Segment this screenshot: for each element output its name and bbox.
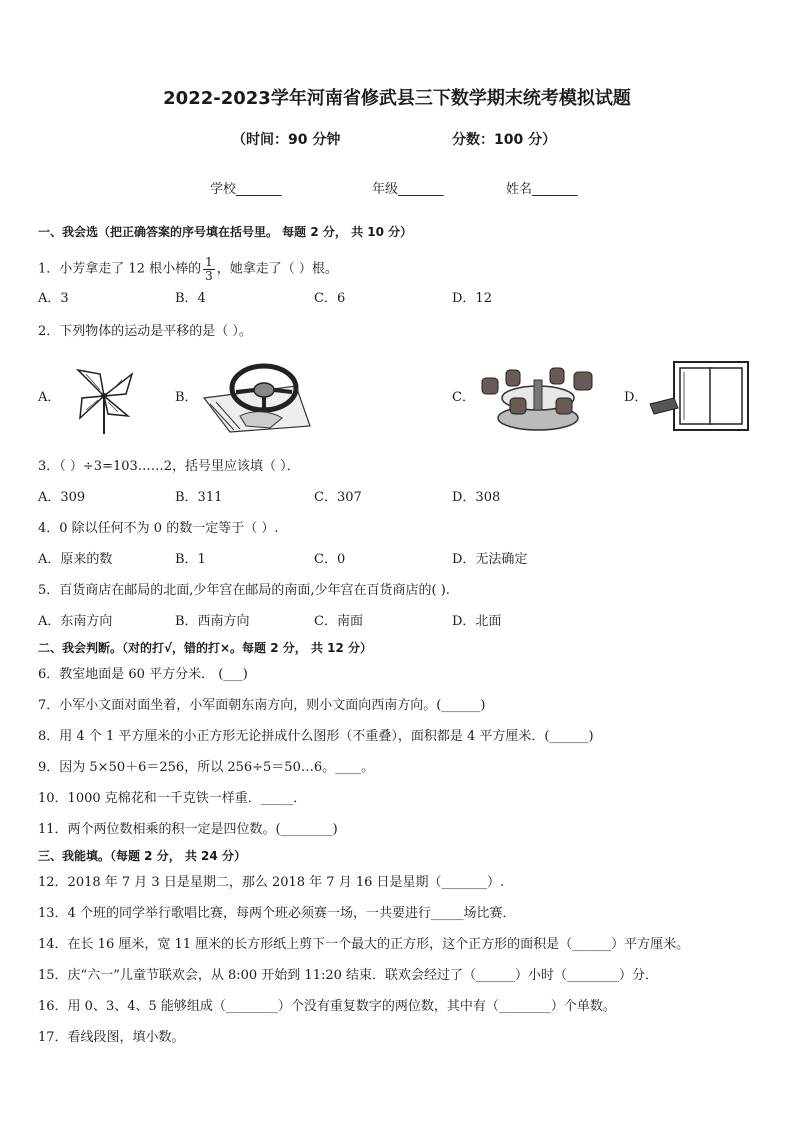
q1-fraction-denominator: 3	[205, 268, 213, 283]
section2-title: 二、我会判断。（对的打√，错的打×。每题 2 分， 共 12 分）	[38, 641, 372, 655]
question-1	[38, 256, 338, 282]
q1-option-c: C．6	[314, 291, 346, 306]
q2-label-b: B．	[175, 390, 198, 405]
q3-option-a: A．309	[38, 490, 86, 505]
q1-text-post: ，她拿走了（ ）根。	[216, 261, 338, 277]
question-10: 10．1000 克棉花和一千克铁一样重．_____．	[38, 791, 307, 806]
question-9: 9．因为 5×50＋6＝256，所以 256÷5＝50…6。____。	[38, 760, 375, 775]
q5-option-b: B．西南方向	[175, 614, 250, 629]
sliding-window-image	[648, 358, 758, 436]
section1-title: 一、我会选（把正确答案的序号填在括号里。 每题 2 分， 共 10 分）	[38, 225, 413, 239]
question-8: 8．用 4 个 1 平方厘米的小正方形无论拼成什么图形（不重叠），面积都是 4 平方厘米．(______)	[38, 729, 594, 744]
question-11: 11．两个两位数相乘的积一定是四位数。(________)	[38, 822, 338, 837]
question-4: 4．0 除以任何不为 0 的数一定等于（ ）.	[38, 521, 279, 536]
q1-option-d: D．12	[452, 291, 492, 306]
question-6: 6．教室地面是 60 平方分米． (___)	[38, 667, 248, 682]
question-14: 14．在长 16 厘米，宽 11 厘米的长方形纸上剪下一个最大的正方形，这个正方形的面积是（______）平方厘米。	[38, 937, 690, 952]
question-5: 5．百货商店在邮局的北面,少年宫在邮局的南面,少年宫在百货商店的( ).	[38, 583, 450, 598]
q1-fraction-numerator: 1	[205, 255, 213, 269]
q2-label-d: D．	[624, 390, 648, 405]
q4-option-d: D．无法确定	[452, 552, 528, 567]
q1-text-pre: 1．小芳拿走了 12 根小棒的	[38, 261, 202, 277]
question-12: 12．2018 年 7 月 3 日是星期二，那么 2018 年 7 月 16 日是星期（_______）.	[38, 875, 505, 890]
question-7: 7．小军小文面对面坐着，小军面朝东南方向，则小文面向西南方向。(______)	[38, 698, 486, 713]
merry-go-round-image	[476, 360, 604, 434]
q5-option-d: D．北面	[452, 614, 502, 629]
q3-option-b: B．311	[175, 490, 223, 505]
q3-option-c: C．307	[314, 490, 362, 505]
exam-score: 分数：100 分）	[452, 132, 557, 148]
q1-option-b: B．4	[175, 291, 206, 306]
question-15: 15．庆“六一”儿童节联欢会，从 8:00 开始到 11:20 结束．联欢会经过了（______）小时（________）分．	[38, 968, 659, 983]
pinwheel-image	[66, 360, 142, 436]
q1-option-a: A．3	[38, 291, 69, 306]
grade-field: 年级_______	[372, 182, 444, 197]
q4-option-a: A．原来的数	[38, 552, 113, 567]
q3-option-d: D．308	[452, 490, 501, 505]
question-2: 2．下列物体的运动是平移的是（ ）。	[38, 324, 252, 339]
section3-title: 三、我能填。（每题 2 分， 共 24 分）	[38, 849, 246, 863]
exam-time: （时间：90 分钟	[232, 132, 341, 148]
question-13: 13．4 个班的同学举行歌唱比赛，每两个班必须赛一场，一共要进行_____场比赛．	[38, 906, 516, 921]
q4-option-c: C．0	[314, 552, 346, 567]
question-16: 16．用 0、3、4、5 能够组成（________）个没有重复数字的两位数，其中有（________）个单数。	[38, 999, 616, 1014]
q5-option-c: C．南面	[314, 614, 363, 629]
steering-wheel-image	[200, 360, 312, 434]
page-title: 2022-2023学年河南省修武县三下数学期末统考模拟试题	[163, 88, 631, 109]
q1-fraction	[203, 256, 215, 282]
question-17: 17．看线段图，填小数。	[38, 1030, 185, 1045]
q5-option-a: A．东南方向	[38, 614, 113, 629]
school-field: 学校_______	[210, 182, 282, 197]
q2-label-a: A．	[38, 390, 61, 405]
name-field: 姓名_______	[506, 182, 578, 197]
q2-label-c: C．	[452, 390, 475, 405]
question-3: 3．（ ）÷3=103……2，括号里应该填（ ）．	[38, 459, 300, 474]
q4-option-b: B．1	[175, 552, 206, 567]
